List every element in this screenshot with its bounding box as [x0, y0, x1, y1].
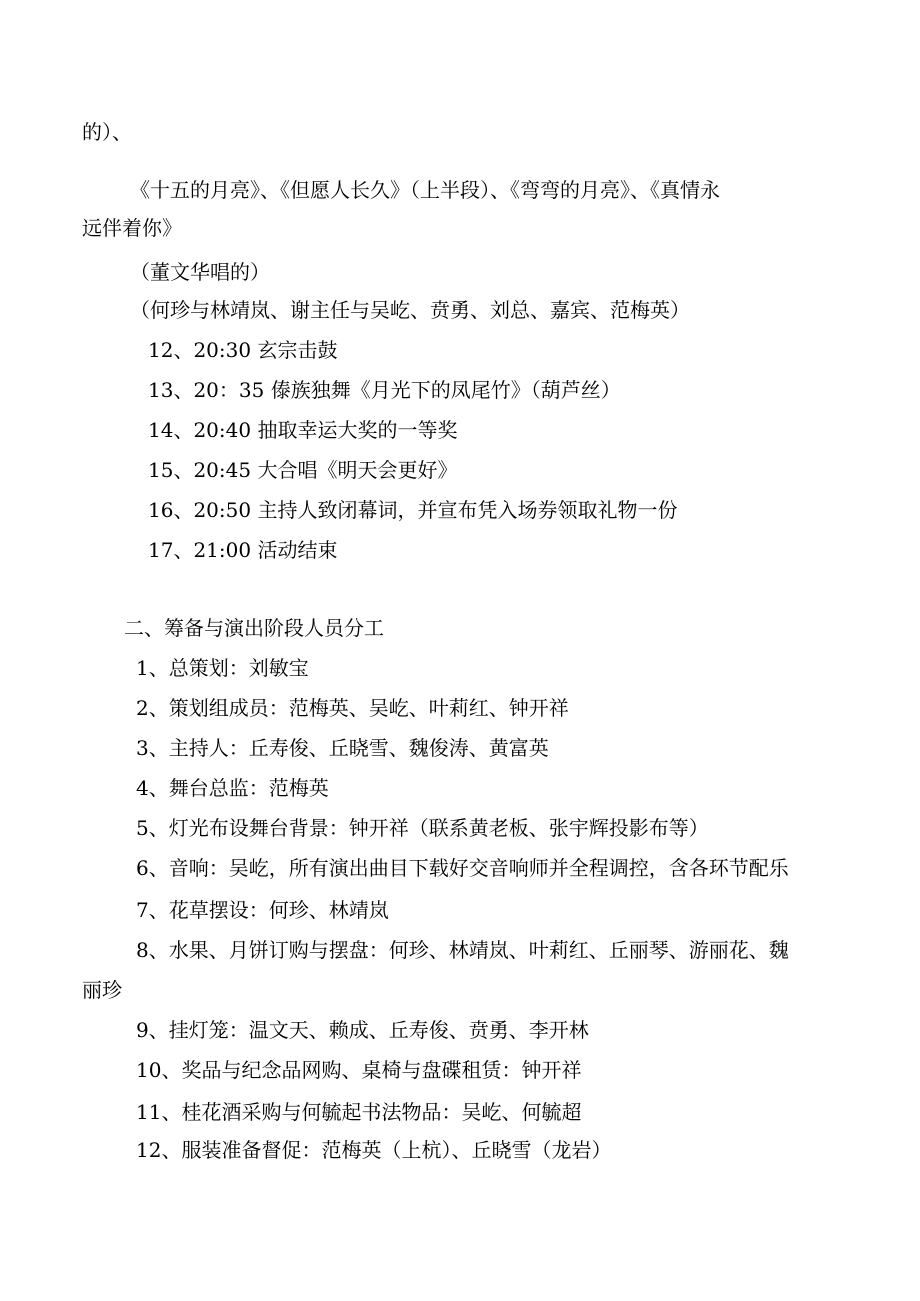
text-line: 9、挂灯笼：温文天、赖成、丘寿俊、贲勇、李开林: [136, 1018, 589, 1042]
text-line: 3、主持人：丘寿俊、丘晓雪、魏俊涛、黄富英: [136, 736, 549, 760]
text-line: 远伴着你》: [82, 216, 182, 240]
text-line: 的）、: [82, 120, 132, 144]
text-line: 《十五的月亮》、《但愿人长久》（上半段）、《弯弯的月亮》、《真情永: [130, 178, 720, 202]
text-line: 丽珍: [82, 978, 122, 1002]
text-line: 13、20：35 傣族独舞《月光下的凤尾竹》（葫芦丝）: [148, 378, 621, 402]
text-line: 2、策划组成员：范梅英、吴屹、叶莉红、钟开祥: [136, 696, 569, 720]
text-line: 4、舞台总监：范梅英: [136, 776, 329, 800]
text-line: 10、奖品与纪念品网购、桌椅与盘碟租赁：钟开祥: [136, 1058, 582, 1082]
text-line: 14、20:40 抽取幸运大奖的一等奖: [148, 418, 458, 442]
text-line: 16、20:50 主持人致闭幕词，并宣布凭入场券领取礼物一份: [148, 498, 678, 522]
text-line: （董文华唱的）: [130, 260, 270, 284]
text-line: （何珍与林靖岚、谢主任与吴屹、贲勇、刘总、嘉宾、范梅英）: [130, 298, 690, 322]
text-line: 15、20:45 大合唱《明天会更好》: [148, 458, 458, 482]
text-line: 7、花草摆设：何珍、林靖岚: [136, 898, 389, 922]
text-line: 5、灯光布设舞台背景：钟开祥（联系黄老板、张宇辉投影布等）: [136, 816, 709, 840]
section-heading: 二、筹备与演出阶段人员分工: [124, 616, 384, 640]
text-line: 17、21:00 活动结束: [148, 538, 338, 562]
text-line: 12、服装准备督促：范梅英（上杭）、丘晓雪（龙岩）: [136, 1138, 612, 1162]
text-line: 6、音响：吴屹，所有演出曲目下载好交音响师并全程调控，含各环节配乐: [136, 856, 789, 880]
text-line: 11、桂花酒采购与何毓起书法物品：吴屹、何毓超: [136, 1100, 582, 1124]
text-line: 12、20:30 玄宗击鼓: [148, 338, 338, 362]
text-line: 8、水果、月饼订购与摆盘：何珍、林靖岚、叶莉红、丘丽琴、游丽花、魏: [136, 938, 789, 962]
text-line: 1、总策划：刘敏宝: [136, 656, 309, 680]
